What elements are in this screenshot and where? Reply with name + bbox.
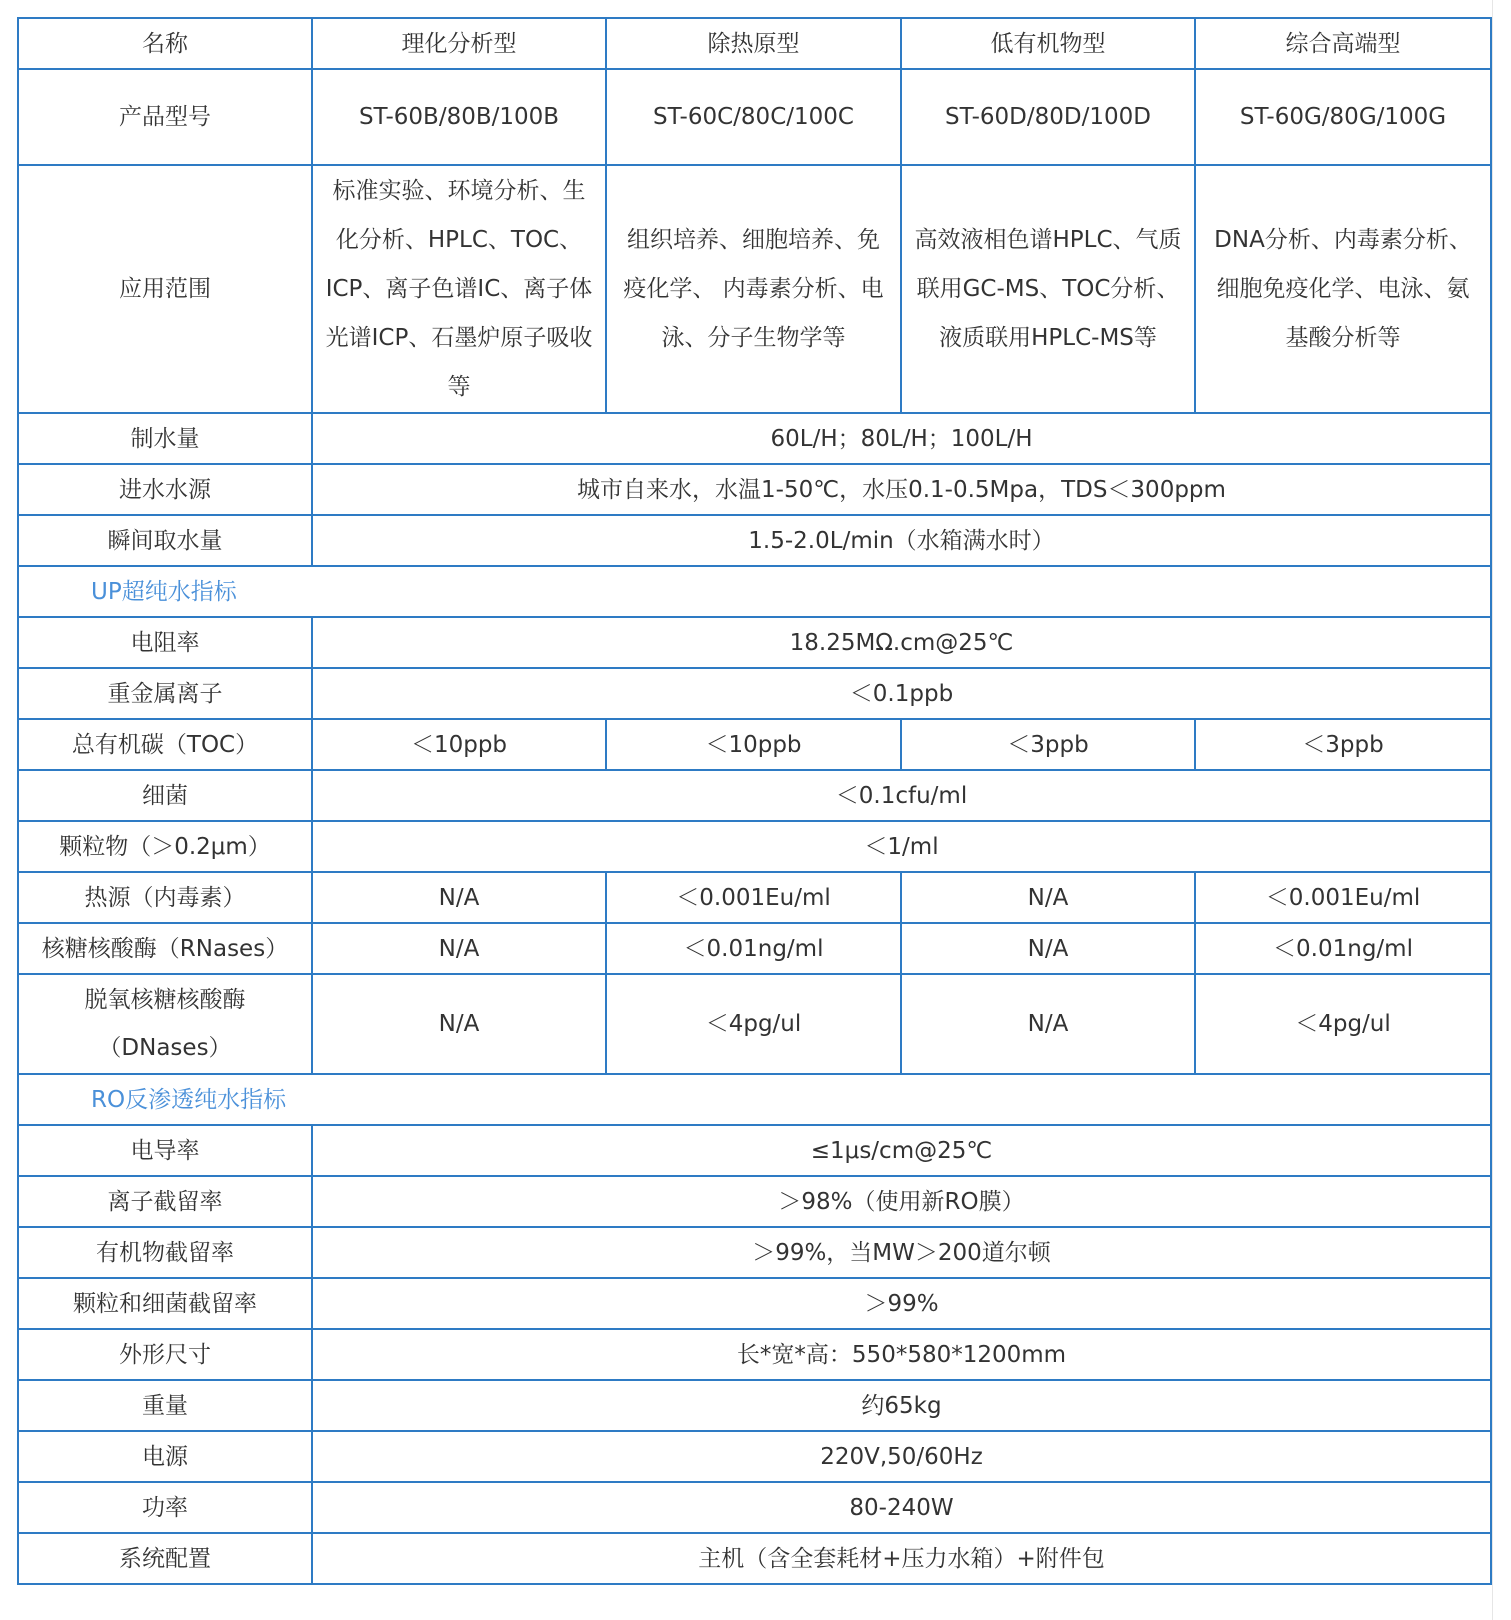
- pyrogen-value-3: N/A: [901, 872, 1195, 923]
- table-row: [18, 617, 1491, 668]
- weight-label: 重量: [18, 1380, 312, 1431]
- header-type-2: 除热原型: [606, 18, 901, 69]
- application-value-3: 高效液相色谱HPLC、气质联用GC-MS、TOC分析、液质联用HPLC-MS等: [901, 165, 1195, 413]
- power-supply-value: 220V,50/60Hz: [312, 1431, 1491, 1482]
- ion-rejection-value: ＞98%（使用新RO膜）: [312, 1176, 1491, 1227]
- particles-label: 颗粒物（＞0.2μm）: [18, 821, 312, 872]
- model-value-3: ST-60D/80D/100D: [901, 69, 1195, 165]
- model-value-2: ST-60C/80C/100C: [606, 69, 901, 165]
- table-row: [18, 566, 1491, 617]
- model-label: 产品型号: [18, 69, 312, 165]
- dnases-label: [18, 974, 312, 1074]
- table-row: [18, 1533, 1491, 1584]
- conductivity-value: ≤1μs/cm@25℃: [312, 1125, 1491, 1176]
- power-supply-label: 电源: [18, 1431, 312, 1482]
- table-row: [18, 413, 1491, 464]
- spec-table-container: [17, 17, 1490, 1585]
- toc-value-1: ＜10ppb: [312, 719, 606, 770]
- up-section-title: UP超纯水指标: [18, 566, 1491, 617]
- dnases-value-4: ＜4pg/ul: [1195, 974, 1491, 1074]
- table-row: [18, 165, 1491, 413]
- application-value-4: DNA分析、内毒素分析、细胞免疫化学、电泳、氨基酸分析等: [1195, 165, 1491, 413]
- table-row: [18, 1125, 1491, 1176]
- toc-label: 总有机碳（TOC）: [18, 719, 312, 770]
- application-value-2: 组织培养、细胞培养、免疫化学、 内毒素分析、电泳、分子生物学等: [606, 165, 901, 413]
- dnases-value-3: N/A: [901, 974, 1195, 1074]
- table-row: [18, 974, 1491, 1074]
- header-name-label: 名称: [18, 18, 312, 69]
- pyrogen-label: 热源（内毒素）: [18, 872, 312, 923]
- rnases-value-3: N/A: [901, 923, 1195, 974]
- table-row: [18, 923, 1491, 974]
- conductivity-label: 电导率: [18, 1125, 312, 1176]
- organic-rejection-label: 有机物截留率: [18, 1227, 312, 1278]
- page-edge-rule: [1492, 0, 1493, 1620]
- output-value: 60L/H；80L/H；100L/H: [312, 413, 1491, 464]
- table-row: [18, 69, 1491, 165]
- dnases-label-line1: 脱氧核糖核酸酶: [84, 987, 246, 1013]
- table-row: [18, 1329, 1491, 1380]
- power-value: 80-240W: [312, 1482, 1491, 1533]
- dimensions-value: 长*宽*高：550*580*1200mm: [312, 1329, 1491, 1380]
- rnases-value-1: N/A: [312, 923, 606, 974]
- dimensions-label: 外形尺寸: [18, 1329, 312, 1380]
- particles-value: ＜1/ml: [312, 821, 1491, 872]
- toc-value-3: ＜3ppb: [901, 719, 1195, 770]
- bacteria-value: ＜0.1cfu/ml: [312, 770, 1491, 821]
- spec-table: [17, 17, 1492, 1585]
- table-row: [18, 719, 1491, 770]
- table-row: [18, 770, 1491, 821]
- resistivity-label: 电阻率: [18, 617, 312, 668]
- pyrogen-value-2: ＜0.001Eu/ml: [606, 872, 901, 923]
- heavy-metal-label: 重金属离子: [18, 668, 312, 719]
- config-value: 主机（含全套耗材+压力水箱）+附件包: [312, 1533, 1491, 1584]
- pyrogen-value-4: ＜0.001Eu/ml: [1195, 872, 1491, 923]
- dnases-value-2: ＜4pg/ul: [606, 974, 901, 1074]
- dnases-label-line2: （DNases）: [98, 1035, 232, 1061]
- table-row: [18, 1380, 1491, 1431]
- table-row: [18, 1074, 1491, 1125]
- table-row: [18, 515, 1491, 566]
- resistivity-value: 18.25MΩ.cm@25℃: [312, 617, 1491, 668]
- pyrogen-value-1: N/A: [312, 872, 606, 923]
- table-row: [18, 872, 1491, 923]
- heavy-metal-value: ＜0.1ppb: [312, 668, 1491, 719]
- rnases-value-4: ＜0.01ng/ml: [1195, 923, 1491, 974]
- table-row: [18, 1227, 1491, 1278]
- inlet-value: 城市自来水，水温1-50℃，水压0.1-0.5Mpa，TDS＜300ppm: [312, 464, 1491, 515]
- power-label: 功率: [18, 1482, 312, 1533]
- model-value-1: ST-60B/80B/100B: [312, 69, 606, 165]
- bacteria-label: 细菌: [18, 770, 312, 821]
- table-row: [18, 1278, 1491, 1329]
- table-row: [18, 18, 1491, 69]
- header-type-1: 理化分析型: [312, 18, 606, 69]
- particle-rejection-label: 颗粒和细菌截留率: [18, 1278, 312, 1329]
- instant-value: 1.5-2.0L/min（水箱满水时）: [312, 515, 1491, 566]
- weight-value: 约65kg: [312, 1380, 1491, 1431]
- table-row: [18, 464, 1491, 515]
- model-value-4: ST-60G/80G/100G: [1195, 69, 1491, 165]
- particle-rejection-value: ＞99%: [312, 1278, 1491, 1329]
- config-label: 系统配置: [18, 1533, 312, 1584]
- application-value-1: 标准实验、环境分析、生化分析、HPLC、TOC、ICP、离子色谱IC、离子体光谱ICP、石墨炉原子吸收等: [312, 165, 606, 413]
- dnases-value-1: N/A: [312, 974, 606, 1074]
- toc-value-4: ＜3ppb: [1195, 719, 1491, 770]
- ion-rejection-label: 离子截留率: [18, 1176, 312, 1227]
- header-type-3: 低有机物型: [901, 18, 1195, 69]
- table-row: [18, 1176, 1491, 1227]
- output-label: 制水量: [18, 413, 312, 464]
- ro-section-title: RO反渗透纯水指标: [18, 1074, 1491, 1125]
- inlet-label: 进水水源: [18, 464, 312, 515]
- table-row: [18, 1431, 1491, 1482]
- table-row: [18, 1482, 1491, 1533]
- rnases-label: 核糖核酸酶（RNases）: [18, 923, 312, 974]
- instant-label: 瞬间取水量: [18, 515, 312, 566]
- header-type-4: 综合高端型: [1195, 18, 1491, 69]
- organic-rejection-value: ＞99%，当MW＞200道尔顿: [312, 1227, 1491, 1278]
- toc-value-2: ＜10ppb: [606, 719, 901, 770]
- rnases-value-2: ＜0.01ng/ml: [606, 923, 901, 974]
- application-label: 应用范围: [18, 165, 312, 413]
- table-row: [18, 668, 1491, 719]
- table-row: [18, 821, 1491, 872]
